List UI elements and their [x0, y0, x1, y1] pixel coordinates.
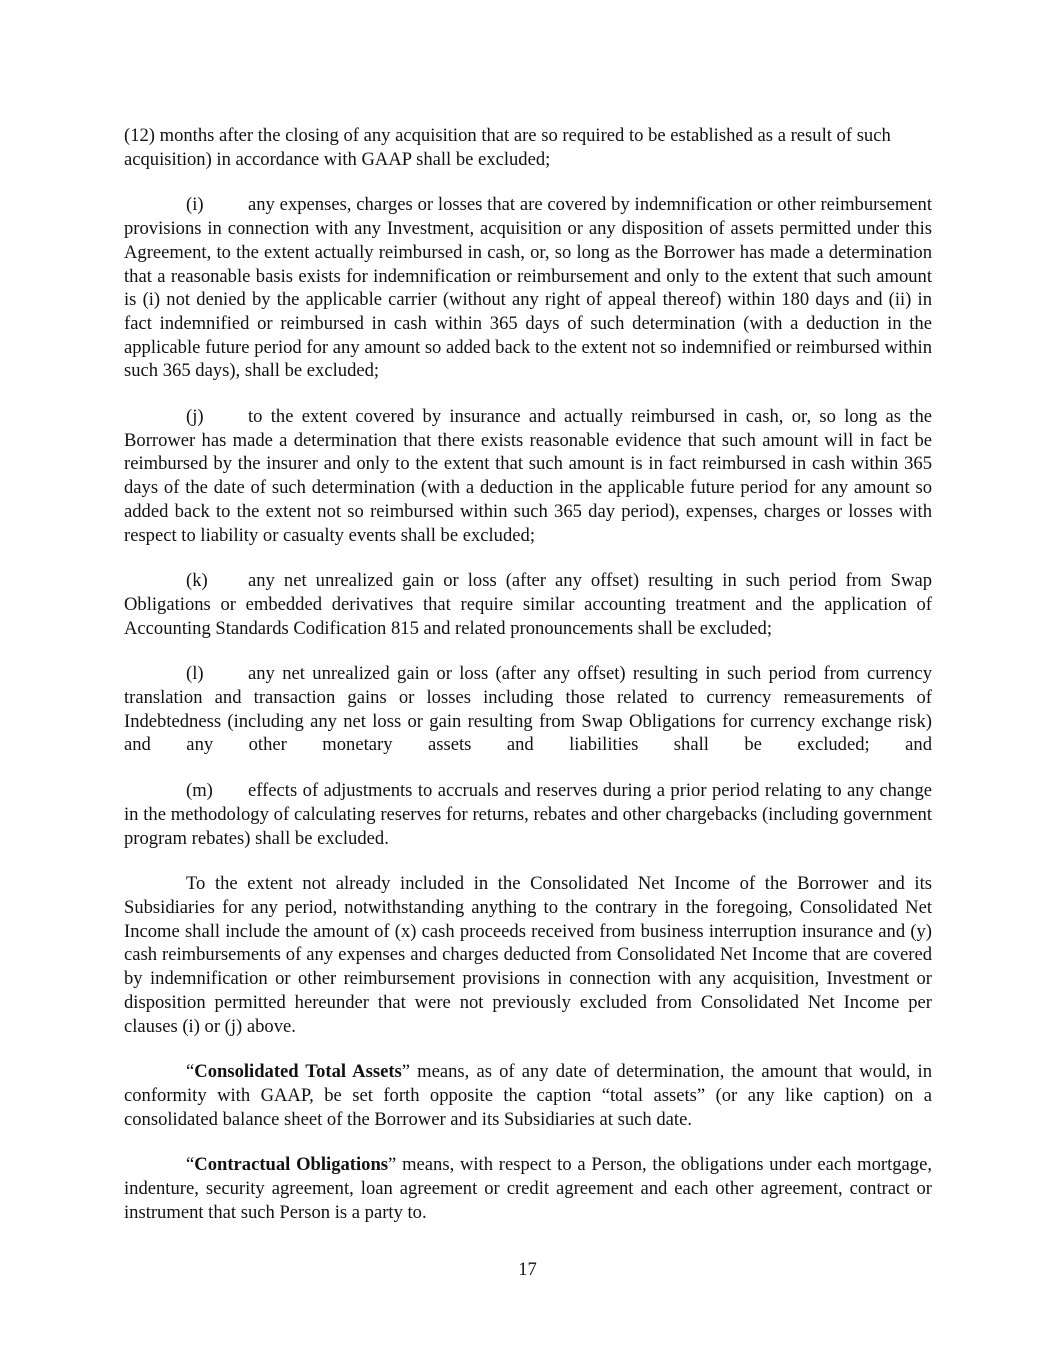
defined-term: Consolidated Total Assets [194, 1061, 402, 1083]
close-quote: ” [401, 1061, 411, 1083]
defined-term: Contractual Obligations [194, 1154, 389, 1176]
clause-i [124, 193, 932, 383]
definition-text: means, as of any date of determination, the amount that would, in conformity with GAAP, be set forth opposite the caption “total assets” (or any like caption) on a consolidated balance sheet of the Borrower and its Subsidiaries at such date. [124, 1061, 933, 1130]
clause-label: (j) [186, 406, 204, 428]
definition-text: means, with respect to a Person, the obligations under each mortgage, indenture, security agreement, loan agreement or credit agreement and each other agreement, contract or instrument that such Person is a party to. [124, 1154, 933, 1223]
clause-text: any expenses, charges or losses that are covered by indemnification or other reimbursement provisions in connection with any Investment, acquisition or any disposition of assets permitted under this Agreement, to the extent actually reimbursed in cash, or, so long as the Borrower has made a determination that a reasonable basis exists for indemnification or reimbursement and only to the extent that such amount is (i) not denied by the applicable carrier (without any right of appeal thereof) within 180 days and (ii) in fact indemnified or reimbursed in cash within 365 days of such determination (with a deduction in the applicable future period for any amount so added back to the extent not so indemnified or reimbursed within such 365 days), shall be excluded; [124, 194, 932, 382]
clause-j [124, 405, 932, 547]
clause-k [124, 569, 932, 640]
clause-text: to the extent covered by insurance and actually reimbursed in cash, or, so long as the Borrower has made a determination that there exists reasonable evidence that such amount will in fact be reimbursed by the insurer and only to the extent that such amount is in fact reimbursed in cash within 365 days of the date of such determination (with a deduction in the applicable future period for any amount so added back to the extent not so reimbursed within such 365 day period), expenses, charges or losses with respect to liability or casualty events shall be excluded; [124, 406, 932, 546]
clause-label: (i) [186, 194, 204, 216]
clause-text: any net unrealized gain or loss (after any offset) resulting in such period from Swap Obligations or embedded derivatives that require similar accounting treatment and the application of Accounting Standards Codification 815 and related pronouncements shall be excluded; [124, 570, 932, 639]
clause-text: effects of adjustments to accruals and reserves during a prior period relating to any change in the methodology of calculating reserves for returns, rebates and other chargebacks (including government program rebates) shall be excluded. [124, 780, 932, 849]
clause-label: (k) [186, 570, 208, 592]
intro-continuation: (12) months after the closing of any acquisition that are so required to be established as a result of such acquisition) in accordance with GAAP shall be excluded; [124, 125, 891, 170]
clause-m [124, 779, 932, 850]
close-quote: ” [388, 1154, 397, 1176]
document-page [124, 124, 932, 1246]
definition-contractual-obligations [124, 1153, 932, 1224]
closing-paragraph: To the extent not already included in the Consolidated Net Income of the Borrower and its Subsidiaries for any period, notwithstanding anything to the contrary in the foregoing, Consolidated Net Income shall include the amount of (x) cash proceeds received from business interruption insurance and (y) cash reimbursements of any expenses and charges deducted from Consolidated Net Income that are covered by indemnification or other reimbursement provisions in connection with any acquisition, Investment or disposition permitted hereunder that were not previously excluded from Consolidated Net Income per clauses (i) or (j) above. [124, 873, 932, 1037]
clause-label: (m) [186, 780, 213, 802]
clause-text: any net unrealized gain or loss (after any offset) resulting in such period from currency translation and transaction gains or losses including those related to currency remeasurements of Indebtedness (including any net loss or gain resulting from Swap Obligations for currency exchange risk) and any other monetary assets and liabilities shall be excluded; and [124, 663, 932, 756]
open-quote: “ [186, 1061, 195, 1083]
clause-l [124, 662, 932, 757]
definition-consolidated-total-assets [124, 1060, 932, 1131]
page-number: 17 [518, 1259, 537, 1280]
clause-label: (l) [186, 663, 204, 685]
open-quote: “ [186, 1154, 195, 1176]
